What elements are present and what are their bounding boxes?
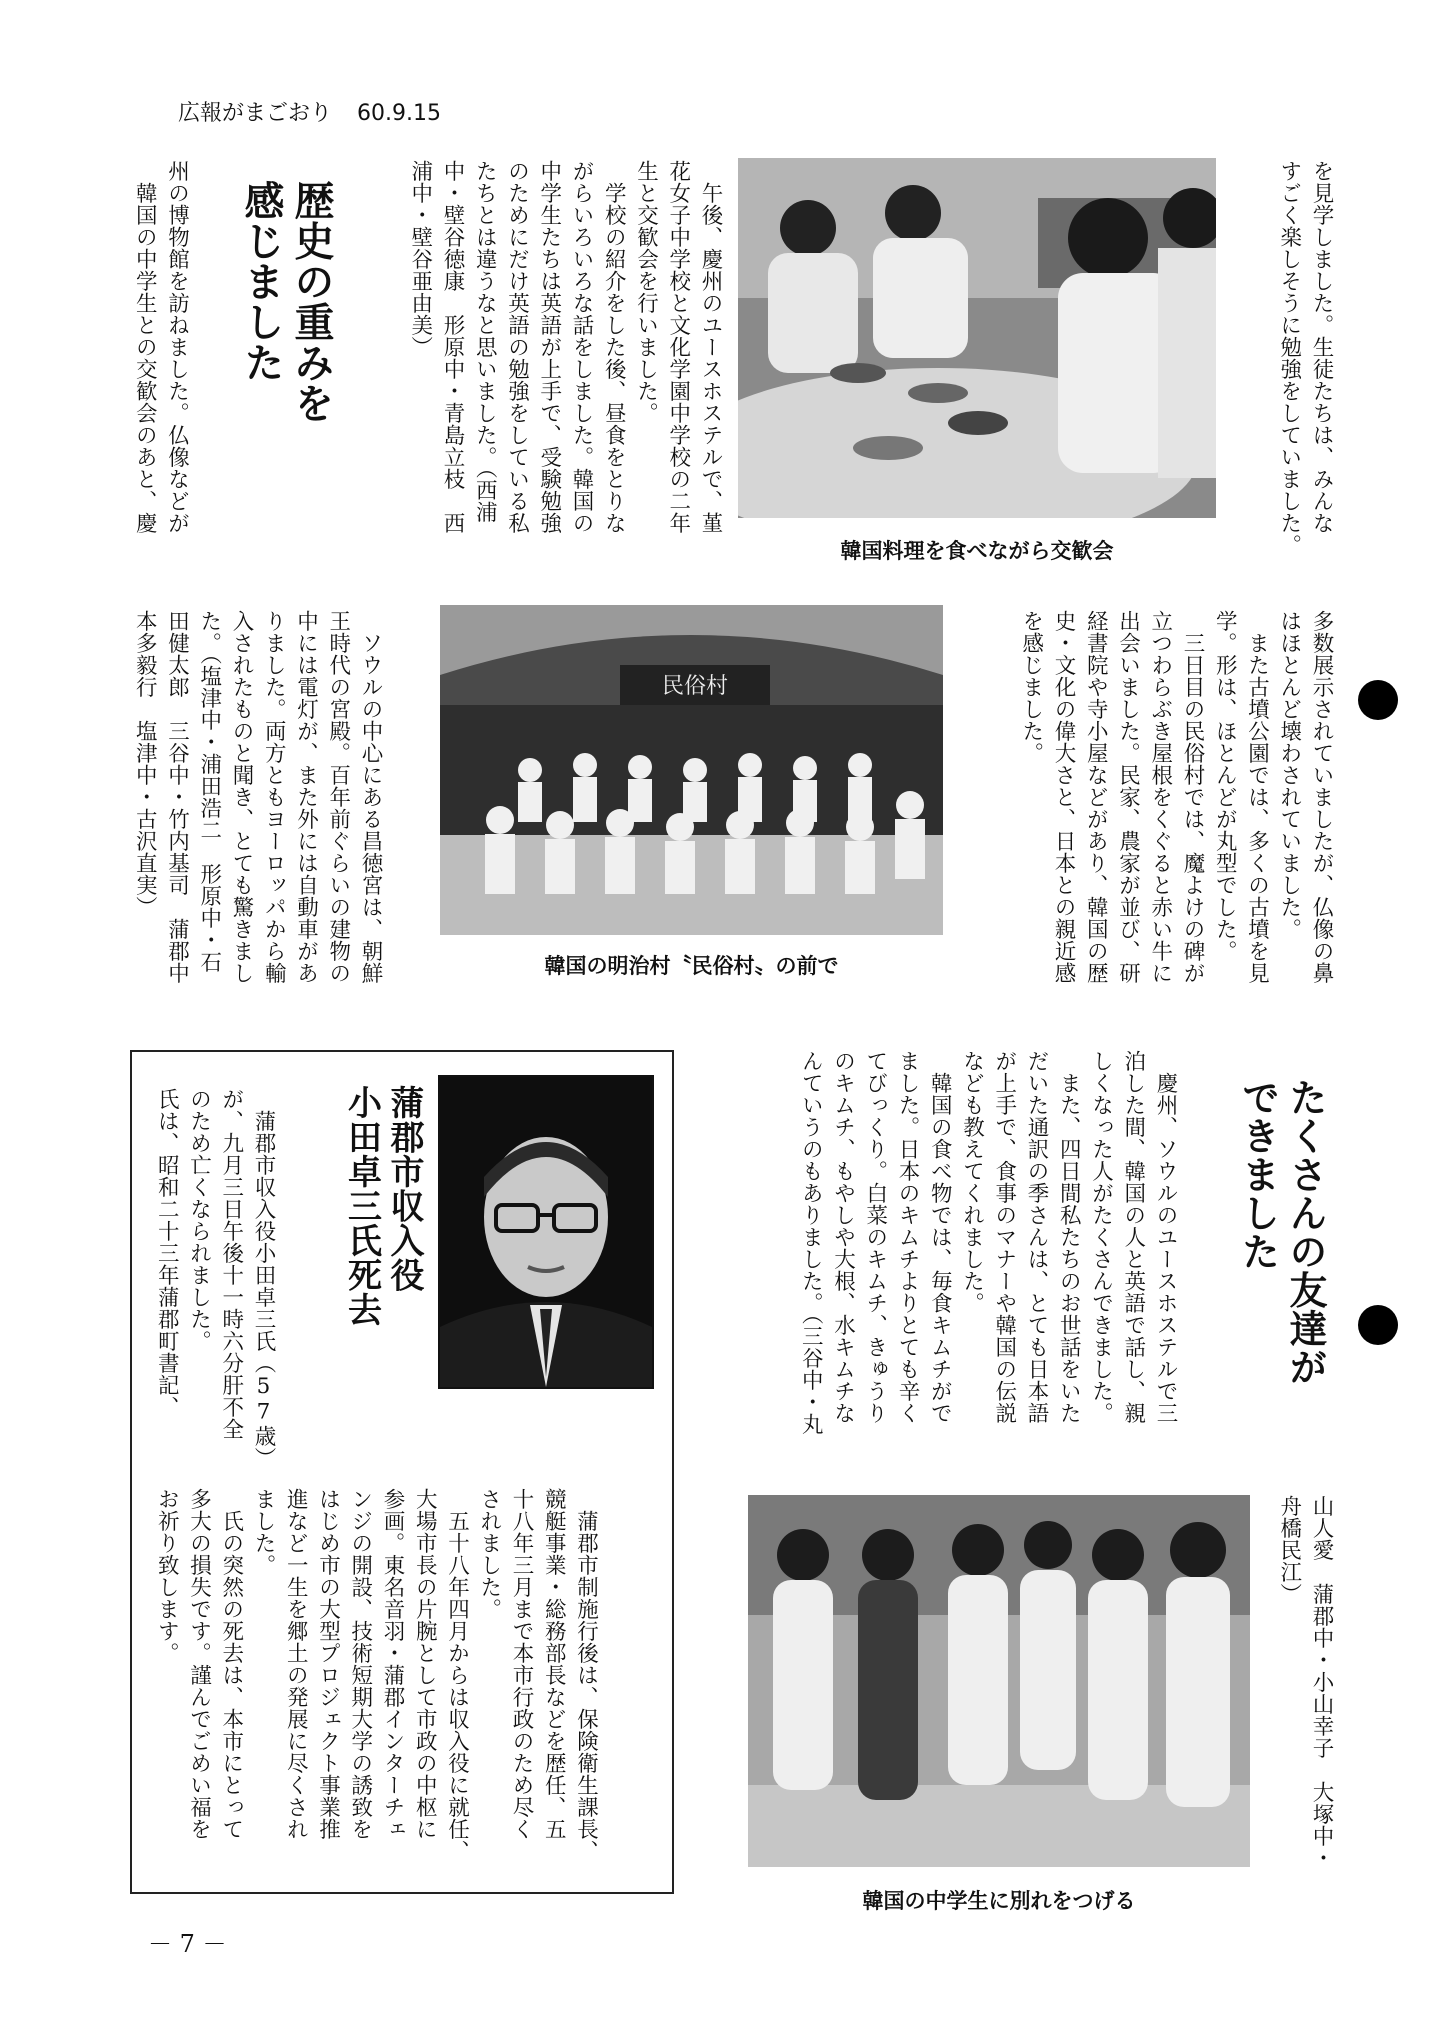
portrait-photo [438, 1075, 654, 1389]
photo-farewell-image [748, 1495, 1250, 1867]
history-text-right: 多数展示されていましたが、仏像の鼻 はほとんど壊わされていました。 また古墳公園では、多くの古墳を見 学。形は、ほとんどが丸型でした。 三日目の民俗村では、魔よけの碑が 立つわらぶき屋根をくぐると赤い牛に 出会いました。民家、農家が並び、研 経書院や寺小屋などがあり、韓国の歴 史・文化の偉大さと、日本との親近感 を感じました。 [1018, 610, 1334, 984]
photo-exchange-lunch [738, 158, 1216, 518]
folk-village-sign: 民俗村 [661, 674, 729, 699]
photo-folk-village-caption: 韓国の明治村〝民俗村〟の前で [544, 954, 839, 978]
publication-title: 広報がまごおり [178, 101, 333, 126]
friends-credit: 山人愛 蒲郡中・小山幸子 大塚中・ 舟橋民江） [1276, 1495, 1334, 1869]
publication-date: 60.9.15 [357, 101, 441, 126]
photo-farewell [748, 1495, 1250, 1867]
obituary-heading: 蒲郡市収入役 小田卓三氏死去 [341, 1085, 424, 1327]
portrait-photo-image [440, 1077, 652, 1387]
photo-farewell-caption: 韓国の中学生に別れをつげる [862, 1889, 1136, 1913]
history-heading: 歴史の重みを 感じました [238, 180, 335, 423]
photo-folk-village-image [440, 605, 943, 935]
history-text-top: 午後、慶州のユースホステルで、堇 花女子中学校と文化学園中学校の二年 生と交歓会を行いました。 学校の紹介をした後、昼食をとりな がらいろいろな話をしました。韓国の 中学生たちは英語が上手で、受験勉強 のためにだけ英語の勉強をしている私 たちとは違うなと思いました。（西浦 中・壁谷徳康 形原中・青島立枝 西 浦中・壁谷亜由美） [407, 160, 723, 534]
section-bullet-bottom [1358, 1305, 1398, 1345]
intro-text: を見学しました。生徒たちは、みんな すごく楽しそうに勉強をしていました。 [1276, 160, 1334, 556]
obituary-text-top: 蒲郡市収入役小田卓三氏（57歳） が、九月三日午後十一時六分肝不全 のため亡くなられました。 氏は、昭和二十三年蒲郡町書記、 [154, 1088, 276, 1469]
friends-heading: たくさんの友達が できました [1235, 1078, 1328, 1386]
photo-exchange-lunch-caption: 韓国料理を食べながら交歓会 [840, 539, 1114, 563]
photo-exchange-lunch-image [738, 158, 1216, 518]
history-text-left: 州の博物館を訪ねました。仏像などが 韓国の中学生との交歓会のあと、慶 [132, 160, 190, 534]
section-bullet-top [1358, 680, 1398, 720]
history-text-bottom-left: ソウルの中心にある昌徳宮は、朝鮮 王時代の宮殿。百年前ぐらいの建物の 中には電灯が、また外には自動車があ りました。両方ともヨーロッパから輸 入されたものと聞き、とても驚きまし た。（塩津中・浦田浩二 形原中・石 田健太郎 三谷中・竹内基司 蒲郡中 本多毅行 塩津中・古沢直実） [132, 610, 383, 984]
publication-header [178, 96, 441, 127]
friends-text: 慶州、ソウルのユースホステルで三 泊した間、韓国の人と英語で話し、親 しくなった人がたくさんできました。 また、四日間私たちのお世話をいた だいた通訳の季さんは、とても日本語 が上手で、食事のマナーや韓国の伝説 なども教えてくれました。 韓国の食べ物では、毎食キムチがで ました。日本のキムチよりとても辛く てびっくり。白菜のキムチ、きゅうり のキムチ、もやしや大根、水キムチな んていうのもありました。（三谷中・丸 [798, 1050, 1178, 1436]
obituary-text-bottom: 蒲郡市制施行後は、保険衛生課長、 競艇事業・総務部長などを歴任、五 十八年三月まで本市行政のため尽く されました。 五十八年四月からは収入役に就任、 大場市長の片腕として市政の中枢に 参画。東名音羽・蒲郡インターチェ ンジの開設、技術短期大学の誘致を はじめ市の大型プロジェクト事業推 進など一生を郷土の発展に尽くされ ました。 氏の突然の死去は、本市にとって 多大の損失です。謹んでごめい福を お祈り致します。 [154, 1488, 599, 1862]
photo-folk-village [440, 605, 943, 935]
page-number: － 7 － [148, 1930, 227, 1958]
